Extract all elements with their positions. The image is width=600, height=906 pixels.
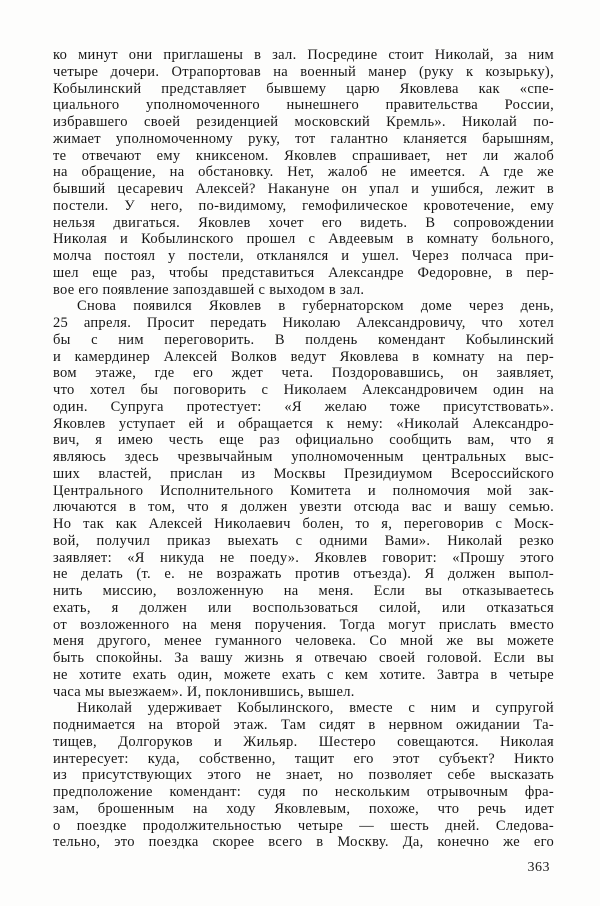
text-line: зам, брошенным на ходу Яковлевым, похоже, что речь идет bbox=[53, 800, 554, 817]
text-block bbox=[53, 47, 554, 851]
paragraph bbox=[53, 700, 554, 851]
paragraph bbox=[53, 47, 554, 298]
text-line: нить миссию, возложенную на меня. Если вы отказываетесь bbox=[53, 583, 554, 599]
text-line: постели. У него, по-видимому, гемофилическое кровотечение, ему bbox=[53, 197, 554, 214]
text-line: часа мы выезжаем». И, поклонившись, вышел. bbox=[53, 683, 355, 700]
text-line: ехать, я должен или воспользоваться силой, или отказаться bbox=[53, 599, 554, 616]
text-line: Снова появился Яковлев в губернаторском доме через день, bbox=[77, 298, 554, 315]
text-line: Кобылинский представляет бывшему царю Яковлева как «спе- bbox=[53, 80, 554, 97]
text-line: ших властей, прислан из Москвы Президиумом Всероссийского bbox=[53, 465, 554, 482]
text-line: шел еще раз, чтобы представиться Александре Федоровне, в пер- bbox=[53, 264, 554, 281]
text-line: заявляет: «Я никуда не поеду». Яковлев говорит: «Прошу этого bbox=[53, 549, 554, 566]
text-line: меня другого, менее гуманного человека. Со мной же вы можете bbox=[53, 633, 554, 650]
text-line: 25 апреля. Просит передать Николаю Александровичу, что хотел bbox=[53, 315, 554, 331]
text-line: те отвечают ему книксеном. Яковлев спрашивает, нет ли жалоб bbox=[53, 147, 554, 164]
text-line: тищев, Долгоруков и Жильяр. Шестеро совещаются. Николая bbox=[53, 733, 554, 750]
text-line: поднимается на второй этаж. Там сидят в нервном ожидании Та- bbox=[53, 717, 554, 733]
text-line: интересует: куда, собственно, тащит его этот субъект? Никто bbox=[53, 750, 554, 767]
text-line: от возложенного на меня поручения. Тогда могут прислать вместо bbox=[53, 616, 554, 633]
text-line: Яковлев уступает ей и обращается к нему: «Николай Александро- bbox=[53, 415, 554, 432]
text-line: Николая и Кобылинского прошел с Авдеевым в комнату больного, bbox=[53, 231, 554, 248]
paragraph bbox=[53, 298, 554, 700]
text-line: один. Супруга протестует: «Я желаю тоже присутствовать». bbox=[53, 398, 554, 415]
text-line: нельзя двигаться. Яковлев хочет его видеть. В сопровождении bbox=[53, 214, 554, 231]
text-line: не делать (т. е. не возражать против отъезда). Я должен выпол- bbox=[53, 566, 554, 583]
text-line: вой, получил приказ выехать с одними Вами». Николай резко bbox=[53, 532, 554, 549]
text-line: бывший цесаревич Алексей? Накануне он упал и ушибся, лежит в bbox=[53, 181, 554, 197]
text-line: предположение комендант: судя по нескольким отрывочным фра- bbox=[53, 784, 554, 800]
text-line: бы с ним переговорить. В полдень комендант Кобылинский bbox=[53, 331, 554, 348]
text-line: вич, я имею честь еще раз официально сообщить вам, что я bbox=[53, 432, 554, 449]
text-line: четыре дочери. Отрапортовав на военный манер (руку к козырьку), bbox=[53, 63, 554, 80]
text-line: не хотите ехать один, можете ехать с кем хотите. Завтра в четыре bbox=[53, 666, 554, 683]
text-line: что хотел бы поговорить с Николаем Александровичем один на bbox=[53, 382, 554, 398]
text-line: из присутствующих этого не знает, но позволяет себе высказать bbox=[53, 767, 554, 784]
text-line: Но так как Алексей Николаевич болен, то я, переговорив с Моск- bbox=[53, 516, 554, 532]
text-line: Центрального Исполнительного Комитета и полномочия мой зак- bbox=[53, 482, 554, 499]
text-line: Николай удерживает Кобылинского, вместе с ним и супругой bbox=[77, 700, 554, 717]
text-line: избравшего своей резиденцией московский Кремль». Николай по- bbox=[53, 114, 554, 130]
text-line: являюсь здесь чрезвычайным уполномоченным центральных выс- bbox=[53, 449, 554, 465]
text-line: циального уполномоченного нынешнего правительства России, bbox=[53, 97, 554, 114]
text-line: и камердинер Алексей Волков ведут Яковлева в комнату на пер- bbox=[53, 348, 554, 365]
text-line: молча постоял у постели, откланялся и ушел. Через полчаса при- bbox=[53, 248, 554, 264]
text-line: быть спокойны. За вашу жизнь я отвечаю своей головой. Если вы bbox=[53, 650, 554, 666]
text-line: вом этаже, где его ждет чета. Поздоровавшись, он заявляет, bbox=[53, 365, 554, 382]
text-line: жимает уполномоченному руку, тот галантно кланяется барышням, bbox=[53, 130, 554, 147]
text-line: вое его появление запоздавшей с выходом в зал. bbox=[53, 281, 365, 298]
text-line: лючаются в том, что я должен увезти отсюда вас и вашу семью. bbox=[53, 499, 554, 516]
page-number: 363 bbox=[527, 860, 550, 875]
text-line: о поездке продолжительностью четыре — шесть дней. Следова- bbox=[53, 817, 554, 834]
text-line: тельно, это поездка скорее всего в Москву. Да, конечно же его bbox=[53, 834, 554, 851]
text-line: на обращение, на обстановку. Нет, жалоб не имеется. А где же bbox=[53, 164, 554, 181]
text-line: ко минут они приглашены в зал. Посредине стоит Николай, за ним bbox=[53, 47, 554, 63]
